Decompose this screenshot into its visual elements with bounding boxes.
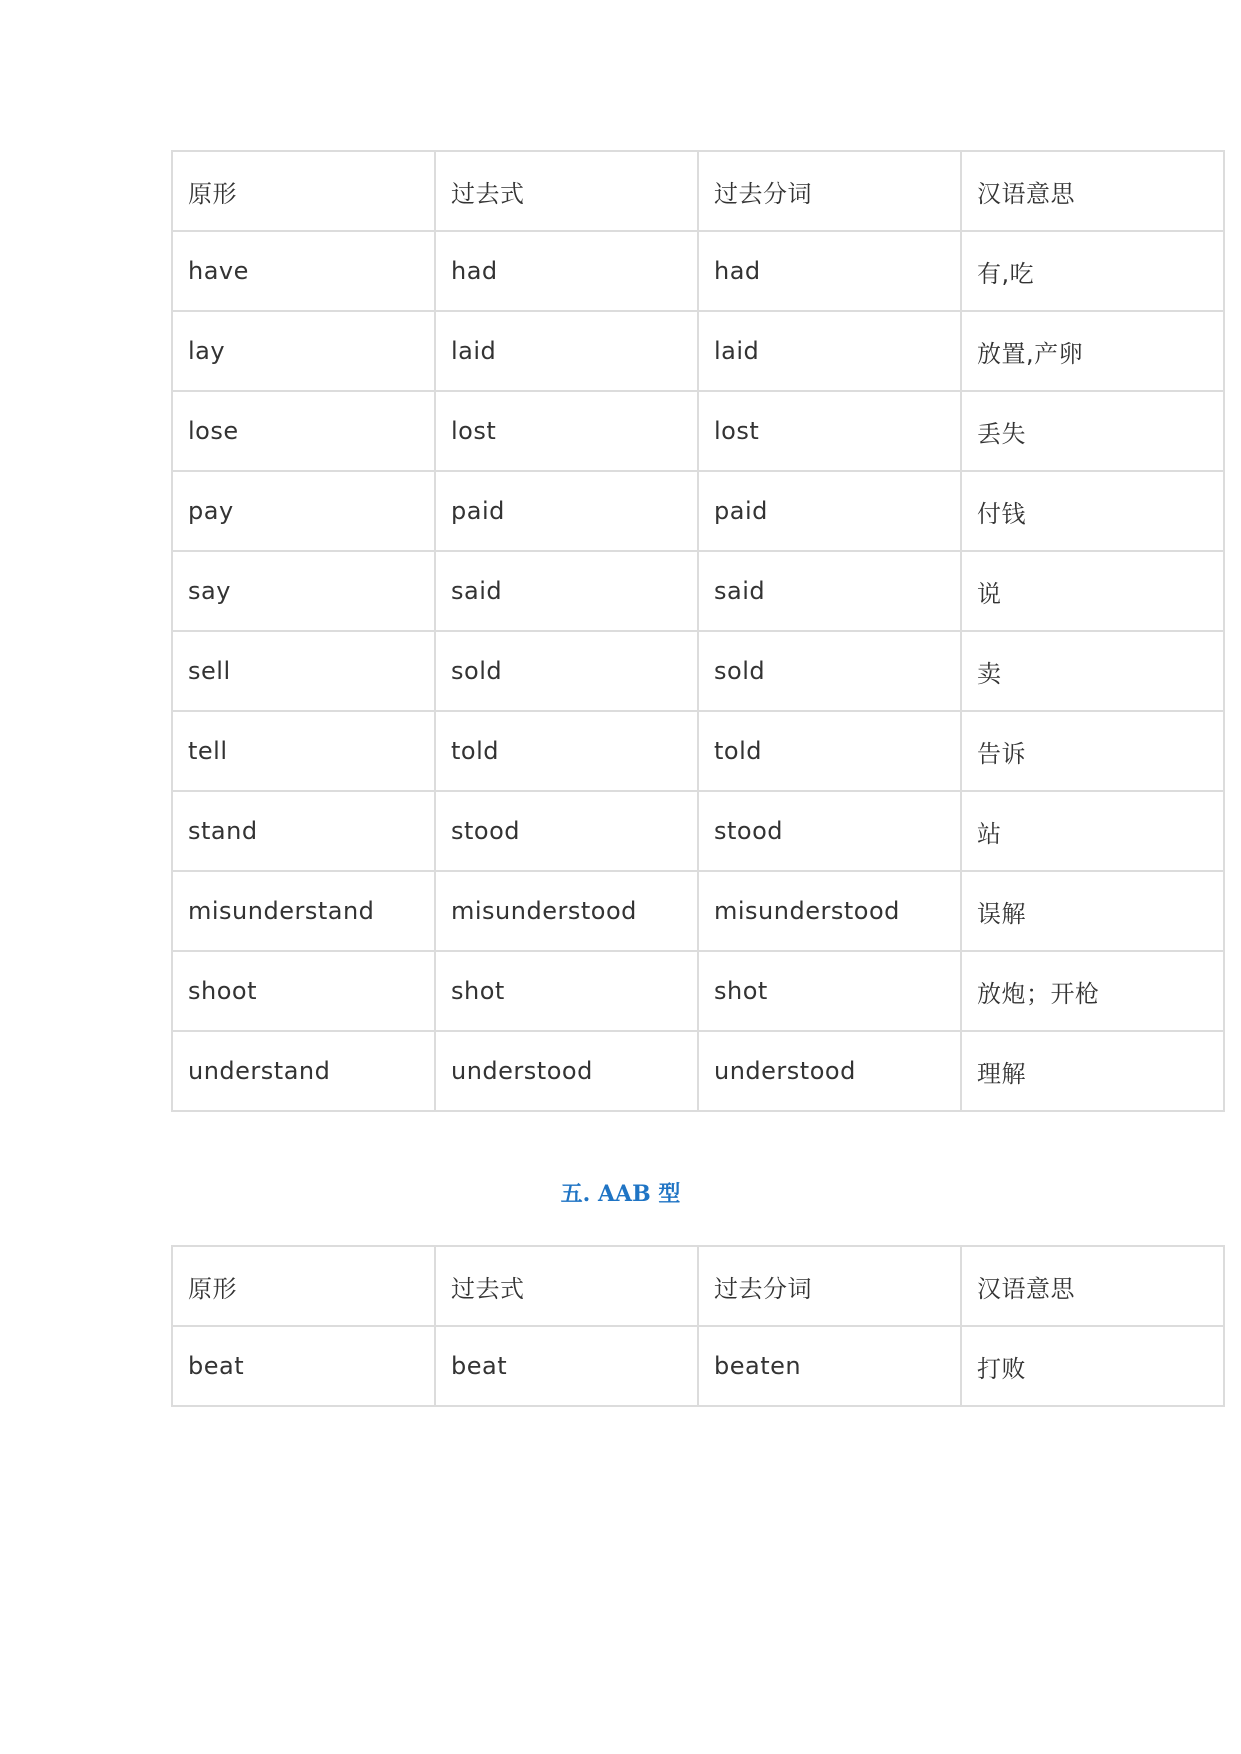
header-cell-past-tense: 过去式 — [435, 151, 698, 231]
cell-base-form: tell — [172, 711, 435, 791]
cell-past-participle: told — [698, 711, 961, 791]
cell-past-tense: shot — [435, 951, 698, 1031]
cell-base-form: beat — [172, 1326, 435, 1406]
cell-chinese-meaning: 误解 — [961, 871, 1224, 951]
cell-base-form: sell — [172, 631, 435, 711]
cell-base-form: have — [172, 231, 435, 311]
table-header-row — [172, 1246, 1224, 1326]
table-row — [172, 711, 1224, 791]
header-cell-chinese-meaning: 汉语意思 — [961, 151, 1224, 231]
table-row — [172, 791, 1224, 871]
table-row — [172, 391, 1224, 471]
cell-past-tense: told — [435, 711, 698, 791]
table-row — [172, 1031, 1224, 1111]
cell-base-form: stand — [172, 791, 435, 871]
cell-past-participle: misunderstood — [698, 871, 961, 951]
cell-chinese-meaning: 打败 — [961, 1326, 1224, 1406]
table-row — [172, 951, 1224, 1031]
cell-past-tense: misunderstood — [435, 871, 698, 951]
cell-past-tense: laid — [435, 311, 698, 391]
cell-base-form: pay — [172, 471, 435, 551]
cell-past-tense: had — [435, 231, 698, 311]
table-row — [172, 231, 1224, 311]
table-row — [172, 551, 1224, 631]
header-cell-past-participle: 过去分词 — [698, 151, 961, 231]
header-cell-past-tense: 过去式 — [435, 1246, 698, 1326]
verb-table-2 — [171, 1245, 1225, 1407]
cell-base-form: say — [172, 551, 435, 631]
cell-past-participle: sold — [698, 631, 961, 711]
table-row — [172, 631, 1224, 711]
cell-chinese-meaning: 说 — [961, 551, 1224, 631]
cell-base-form: misunderstand — [172, 871, 435, 951]
cell-past-participle: laid — [698, 311, 961, 391]
cell-chinese-meaning: 放炮；开枪 — [961, 951, 1224, 1031]
header-cell-base-form: 原形 — [172, 1246, 435, 1326]
table-row — [172, 1326, 1224, 1406]
section-heading-aab: 五. AAB 型 — [560, 1181, 681, 1207]
cell-base-form: lay — [172, 311, 435, 391]
cell-past-participle: shot — [698, 951, 961, 1031]
cell-chinese-meaning: 站 — [961, 791, 1224, 871]
cell-past-tense: said — [435, 551, 698, 631]
cell-chinese-meaning: 有,吃 — [961, 231, 1224, 311]
cell-chinese-meaning: 付钱 — [961, 471, 1224, 551]
cell-chinese-meaning: 告诉 — [961, 711, 1224, 791]
table-header-row — [172, 151, 1224, 231]
cell-past-tense: beat — [435, 1326, 698, 1406]
cell-past-tense: sold — [435, 631, 698, 711]
cell-past-participle: understood — [698, 1031, 961, 1111]
cell-past-tense: understood — [435, 1031, 698, 1111]
cell-past-participle: beaten — [698, 1326, 961, 1406]
cell-past-participle: had — [698, 231, 961, 311]
cell-base-form: shoot — [172, 951, 435, 1031]
cell-past-participle: stood — [698, 791, 961, 871]
cell-chinese-meaning: 放置,产卵 — [961, 311, 1224, 391]
table-row — [172, 871, 1224, 951]
cell-past-tense: lost — [435, 391, 698, 471]
cell-past-tense: stood — [435, 791, 698, 871]
cell-base-form: understand — [172, 1031, 435, 1111]
cell-chinese-meaning: 卖 — [961, 631, 1224, 711]
header-cell-past-participle: 过去分词 — [698, 1246, 961, 1326]
header-cell-base-form: 原形 — [172, 151, 435, 231]
cell-chinese-meaning: 理解 — [961, 1031, 1224, 1111]
cell-past-participle: lost — [698, 391, 961, 471]
verb-table-1 — [171, 150, 1225, 1112]
cell-past-tense: paid — [435, 471, 698, 551]
cell-base-form: lose — [172, 391, 435, 471]
table-row — [172, 471, 1224, 551]
table-row — [172, 311, 1224, 391]
header-cell-chinese-meaning: 汉语意思 — [961, 1246, 1224, 1326]
cell-chinese-meaning: 丢失 — [961, 391, 1224, 471]
cell-past-participle: said — [698, 551, 961, 631]
cell-past-participle: paid — [698, 471, 961, 551]
